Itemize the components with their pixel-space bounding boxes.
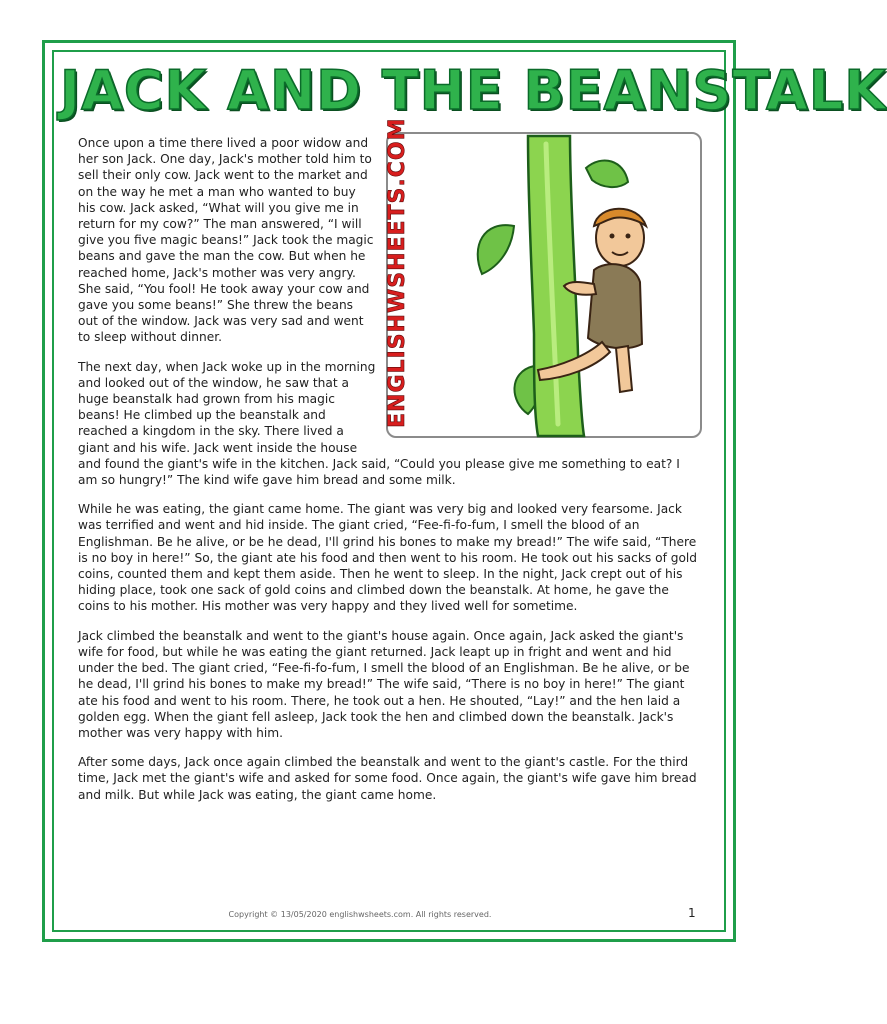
paragraph-3: While he was eating, the giant came home. The giant was very big and looked very fearsome. Jack was terrified and went and hid inside. The giant cried, “Fee-fi-fo-fum, I smell the blood of an Englishman. Be he alive, or be he dead, I'll grind his bones to make my bread!” The wife said, “There is no boy in here!” So, the giant ate his food and then went to his room. He took out his sacks of gold coins, counted them and kept them aside. Then he went to sleep. In the night, Jack crept out of his hiding place, took one sack of gold coins and climbed down the beanstalk. At home, he gave the coins to his mother. His mother was very happy and they lived well for sometime.: [78, 502, 698, 614]
paragraph-2: The next day, when Jack woke up in the morning and looked out of the window, he saw that a huge beanstalk had grown from his magic beans! He climbed up the beanstalk and reached a kingdom in the sky. There lived a giant and his wife. Jack went inside the house and found the giant's wife in the kitchen. Jack said, “Could you please give me something to eat? I am so hungry!” The kind wife gave him bread and some milk.: [78, 359, 680, 488]
beanstalk-illustration: [385, 117, 702, 438]
paragraph-4: Jack climbed the beanstalk and went to the giant's house again. Once again, Jack asked the giant's wife for food, but while he was eating the giant returned. Jack leapt up in fright and went and hid under the bed. The giant cried, “Fee-fi-fo-fum, I smell the blood of an Englishman. Be he alive, or be he dead, I'll grind his bones to make my bread!” The wife said, “There is no boy in here!” The giant ate his food and went to his room. There, he took out a hen. He shouted, “Lay!” and the hen laid a golden egg. When the giant fell asleep, Jack took the hen and climbed down the beanstalk. Jack's mother was very happy with him.: [78, 628, 690, 740]
page-title: JACK AND THE BEANSTALK: [60, 59, 887, 122]
watermark-text: ENGLISHWSHEETS.COM: [385, 117, 410, 428]
copyright-footer: Copyright © 13/05/2020 englishwsheets.com. All rights reserved.: [228, 910, 492, 919]
jack-climbing-beanstalk-drawing: [385, 117, 700, 436]
paragraph-1: Once upon a time there lived a poor widow and her son Jack. One day, Jack's mother told him to sell their only cow. Jack went to the market and on the way he met a man who wanted to buy his cow. Jack asked, “What will you give me in return for my cow?” The man answered, “I will give you five magic beans!” Jack took the magic beans and gave the man the cow. But when he reached home, Jack's mother was very angry. She said, “You fool! He took away your cow and gave you some beans!” She threw the beans out of the window. Jack was very sad and went to sleep without dinner.: [78, 136, 374, 345]
paragraph-5: After some days, Jack once again climbed the beanstalk and went to the giant's castle. For the third time, Jack met the giant's wife and asked for some food. Once again, the giant's wife gave him bread and milk. But while Jack was eating, the giant came home.: [78, 755, 697, 802]
jack-leg-right: [616, 346, 632, 392]
story-text: [78, 117, 700, 816]
leaf-left: [478, 225, 514, 274]
jack-tunic: [588, 264, 642, 348]
page-number: 1: [688, 906, 696, 920]
leaf-top-right: [586, 160, 628, 187]
